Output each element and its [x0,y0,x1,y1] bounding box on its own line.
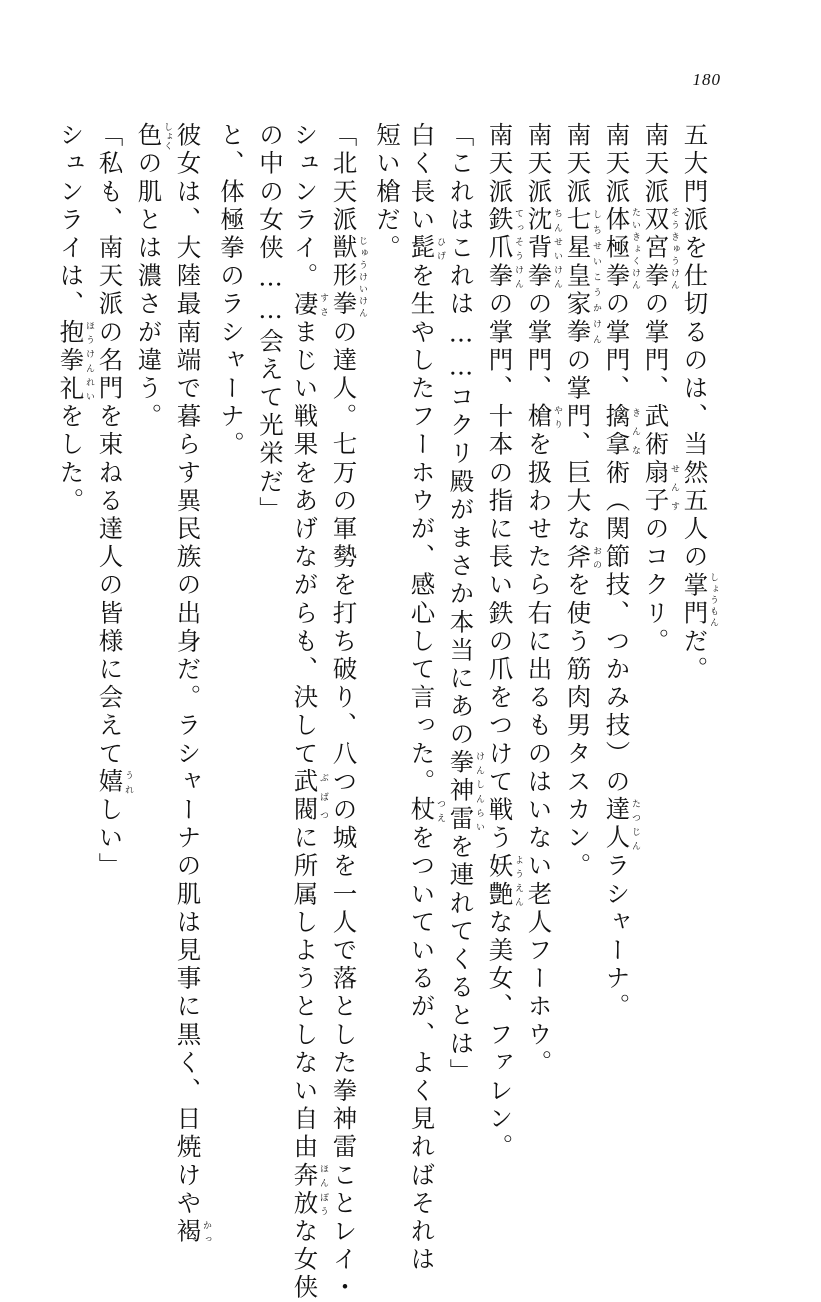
ruby-ono: おの [591,543,601,572]
ruby-youen: ようえん [513,852,523,909]
text-line-2: 南天派双宮拳そうきゅうけんの掌門、武術扇子せんすのコクリ。 [641,122,679,656]
ruby-shichiseikoukaken: しちせいこうかけん [591,206,601,347]
text-line-9: 短い槍だ。 [373,122,402,263]
text-line-6: 南天派鉄爪拳てっそうけんの掌門、十本の指に長い鉄の爪をつけて戦う妖艶ようえんな美女、ファレン。 [485,122,523,1162]
text-line-5: 南天派沈背拳ちんせいけんの掌門、槍やりを扱わせたら右に出るものはいない老人フーホウ。 [524,122,562,1078]
page-number: 180 [692,70,721,89]
ruby-kinna: きんな [630,403,640,460]
ruby-shoumon: しょうもん [708,571,718,628]
ruby-houkenrei: ほうけんれい [84,318,94,403]
ruby-tatsujin: たつじん [630,796,640,853]
text-line-8: 白く長い髭ひげを生やしたフーホウが、感心して言った。杖つえをついているが、よく見ればそれは [407,122,445,1275]
ruby-yari: やり [552,403,562,432]
text-line-4: 南天派七星皇家拳しちせいこうかけんの掌門、巨大な斧おのを使う筋肉男タスカン。 [563,122,601,881]
text-line-15: 色しょくの肌とは濃さが違う。 [134,122,172,432]
ruby-susa: すさ [318,290,328,319]
ruby-ure: うれ [123,768,133,797]
ruby-shoku: しょく [162,122,172,151]
ruby-chinseiken: ちんせいけん [552,206,562,291]
ruby-tessouken: てっそうけん [513,206,523,291]
text-line-7: 「これはこれは……コクリ殿がまさか本当にあの拳神雷けんしんらいを連れてくるとは」 [446,122,484,1087]
text-line-12: の中の女侠……会えて光栄だ」 [256,122,285,525]
text-line-17: シュンライは、抱拳礼ほうけんれいをした。 [56,122,94,516]
ruby-sensu: せんす [669,459,679,516]
ruby-kenshinrai: けんしんらい [474,749,484,834]
ruby-juukeiken: じゅうけいけん [357,234,367,319]
text-line-16: 「私も、南天派の名門を束ねる達人の皆様に会えて嬉うれしい」 [95,122,133,881]
ruby-tsue: つえ [435,796,445,825]
text-line-13: と、体極拳のラシャーナ。 [217,122,246,460]
text-line-11: シュンライ。凄すさまじい戦果をあげながらも、決して武閥ぶばつに所属しようとしない自由奔放ほんぽうな女侠 [290,122,328,1302]
ruby-soukyuuken: そうきゅうけん [669,206,679,291]
text-line-3: 南天派体極拳たいきょくけんの掌門、擒拿きんな術（関節技、つかみ技）の達人たつじんラシャーナ。 [602,122,640,1022]
ruby-katsu: かっ [201,1217,211,1246]
ruby-hige: ひげ [435,234,445,263]
ruby-honpou: ほんぽう [318,1161,328,1218]
ruby-taikyokuken: たいきょくけん [630,206,640,291]
text-line-10: 「北天派獣形拳じゅうけいけんの達人。七万の軍勢を打ち破り、八つの城を一人で落とした拳神雷ことレイ・ [329,122,367,1302]
text-line-1: 五大門派を仕切るのは、当然五人の掌門しょうもんだ。 [680,122,718,685]
text-line-14: 彼女は、大陸最南端で暮らす異民族の出身だ。ラシャーナの肌は見事に黒く、日焼けや褐かっ [173,122,211,1247]
ruby-bubatsu: ぶばつ [318,768,328,825]
